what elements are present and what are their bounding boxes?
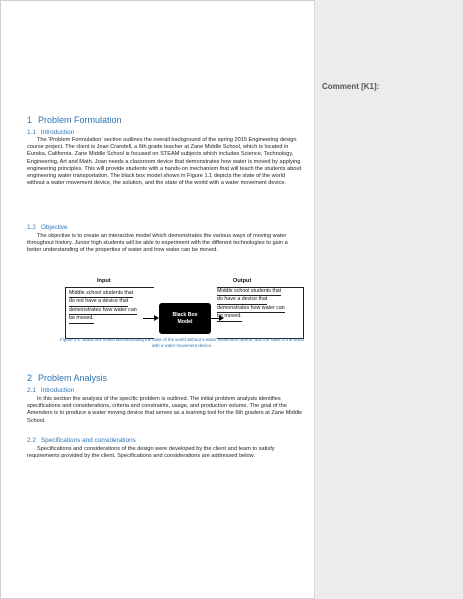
section-2-1-text: In this section the analysis of the specific problem is outlined. The initial problem analysis identifies specifications and considerations, criteria and constraints, usage, and production volume. The goal of the Amenders is to produce a water moving device that serves as a learning tool for the 6th graders at Zane Middle School. <box>27 396 303 424</box>
section-2-1-number: 2.1 <box>27 387 36 394</box>
section-1-title: Problem Formulation <box>38 115 122 125</box>
output-line: be moved. <box>217 313 242 321</box>
section-1-2-number: 1.2 <box>27 224 36 231</box>
black-box-line: Black Box <box>172 311 198 318</box>
section-2-1-paragraph <box>27 396 303 425</box>
output-line: Middle school students that <box>217 288 281 296</box>
output-text <box>217 288 285 322</box>
input-label: Input <box>97 278 111 284</box>
section-2-2-title: Specifications and considerations <box>40 437 136 444</box>
section-1-1-number: 1.1 <box>27 129 36 136</box>
output-line: demonstrates how water can <box>217 305 285 313</box>
input-line: demonstrates how water can <box>69 307 137 315</box>
section-2-heading <box>27 373 107 383</box>
section-1-2-heading <box>27 224 68 231</box>
input-line: Middle school students that <box>69 290 133 298</box>
comment-header[interactable]: Comment [K1]: <box>322 82 380 91</box>
black-box-line: Model <box>177 318 193 325</box>
section-2-2-heading <box>27 437 136 444</box>
black-box-model <box>159 303 211 334</box>
input-text <box>69 290 137 324</box>
output-line: do have a device that <box>217 296 267 304</box>
section-1-1-heading <box>27 129 74 136</box>
section-2-2-paragraph <box>27 446 303 460</box>
section-1-number: 1 <box>27 115 33 125</box>
figure-caption: Figure 1-1: Black box model demonstrating the state of the world without a water movement device, and the state of the world with a water movement device. <box>60 337 304 348</box>
section-2-1-heading <box>27 387 74 394</box>
section-2-1-title: Introduction <box>40 387 75 394</box>
section-2-2-text: Specifications and considerations of the design were developed by the client and team to satisfy requirements provided by the client. Specifications and considerations are addressed below. <box>27 446 275 460</box>
output-label: Output <box>233 278 252 284</box>
section-1-2-text: The objective is to create an interactive model which demonstrates the various ways of moving water throughout history. Junior high students will be able to experiment with the different technologies to gain a better understanding of the properties of water and how water can be moved. <box>27 233 288 254</box>
section-1-1-paragraph <box>27 137 303 187</box>
black-box-diagram <box>27 276 305 371</box>
input-line: do not have a device that <box>69 298 128 306</box>
section-1-1-title: Introduction <box>40 129 75 136</box>
section-2-2-number: 2.2 <box>27 437 36 444</box>
section-1-2-title: Objective <box>40 224 68 231</box>
section-1-1-text: The ‘Problem Formulation’ section outlines the overall background of the spring 2015 Engineering design course project. The client is Joan Crandell, a 6th grade teacher at Zane Middle School, which is located in Eureka, California. Zane Middle School is focused on STEAM subjects which includes Science, Technology, Engineering, Art and Math. Joan needs a classroom device that demonstrates how water is moved by applying engineering principles. This will provide students with a hands-on mechanism that will teach the students about engineering water transportation. The black box model shown in Figure 1.1 depicts the state of the world without a water movement device, the solution, and the state of the world with a water movement device. <box>27 137 302 187</box>
section-1-2-paragraph <box>27 233 303 255</box>
input-line: be moved. <box>69 315 94 323</box>
section-2-number: 2 <box>27 373 33 383</box>
section-1-heading <box>27 115 122 125</box>
section-2-title: Problem Analysis <box>38 373 108 383</box>
